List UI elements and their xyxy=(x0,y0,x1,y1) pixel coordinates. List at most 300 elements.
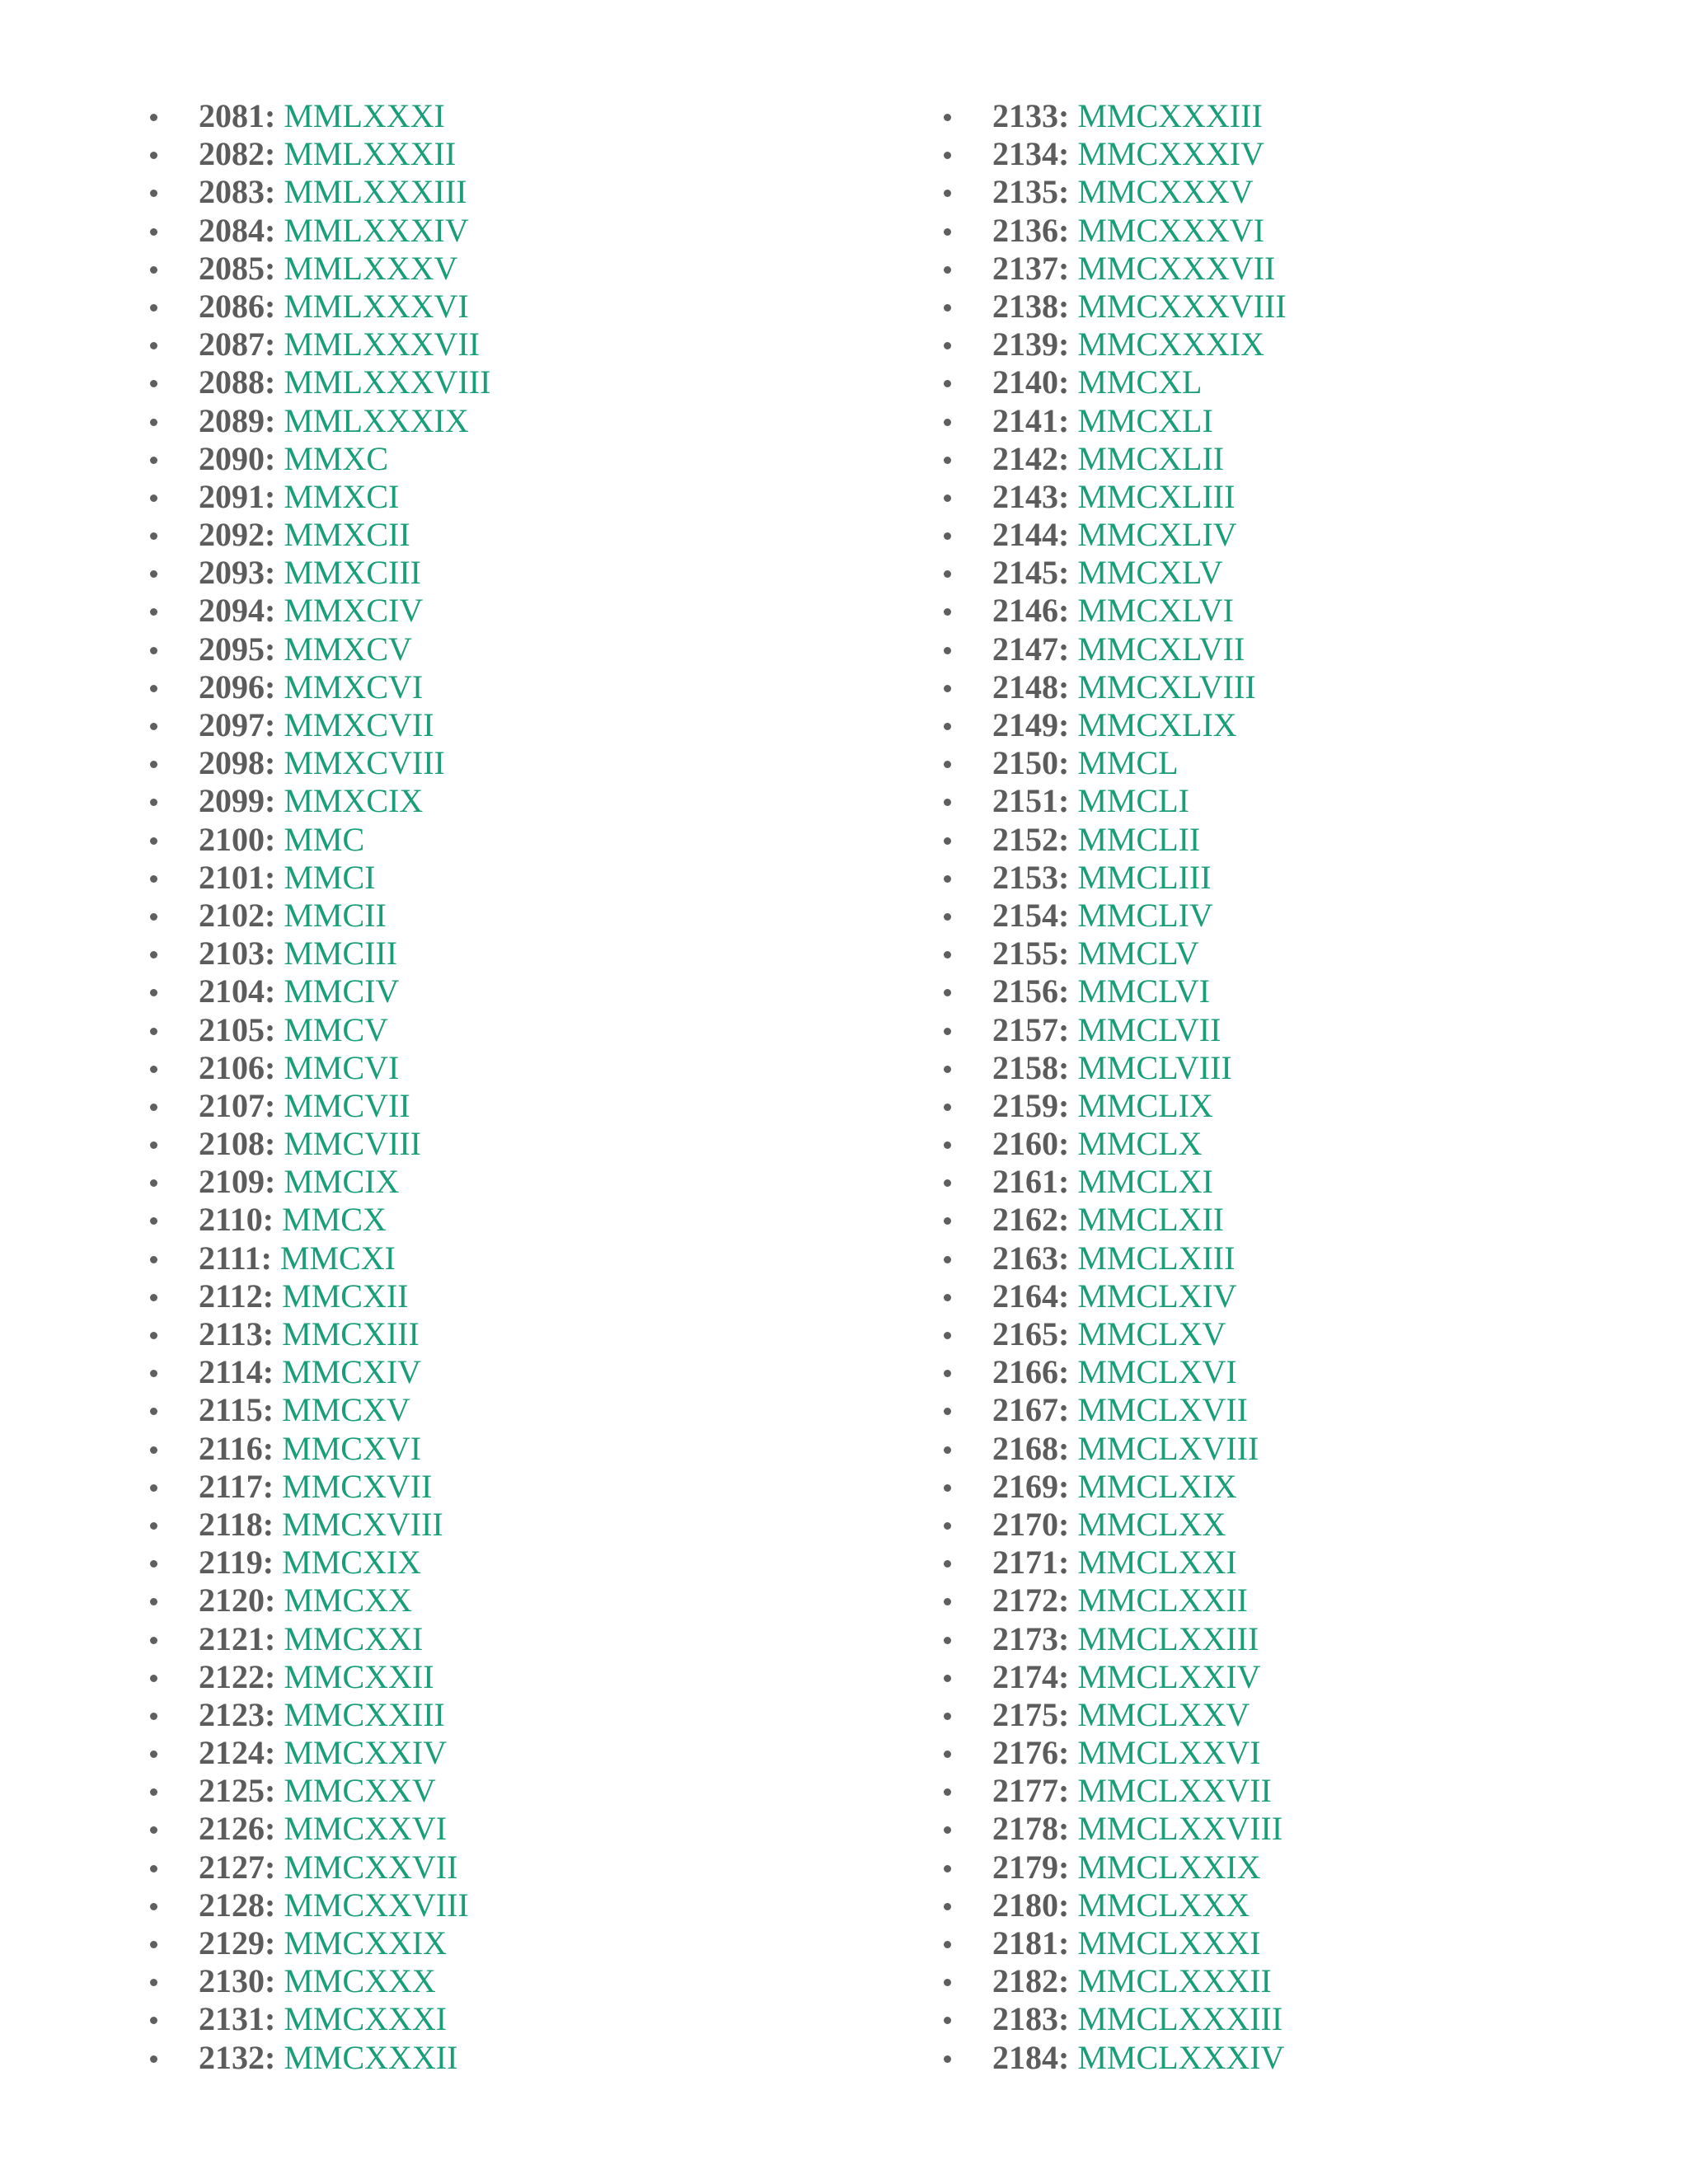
year-number: 2091: xyxy=(199,477,276,515)
roman-numeral: MMCVIII xyxy=(284,1125,421,1163)
list-item xyxy=(944,1734,1287,1772)
year-number: 2150: xyxy=(992,744,1070,782)
roman-numeral: MMCLVI xyxy=(1077,972,1211,1010)
list-item xyxy=(944,1582,1287,1619)
year-number: 2105: xyxy=(199,1010,276,1048)
roman-numeral: MMCXXI xyxy=(284,1619,424,1657)
bullet-icon xyxy=(150,1865,157,1872)
list-item xyxy=(150,1125,490,1163)
year-number: 2142: xyxy=(992,439,1070,477)
list-item xyxy=(150,1620,490,1658)
roman-numeral: MMLXXXIX xyxy=(284,401,469,439)
bullet-icon xyxy=(150,114,157,121)
list-item xyxy=(150,554,490,592)
bullet-icon xyxy=(150,1675,157,1682)
year-number: 2141: xyxy=(992,401,1070,439)
roman-numeral: MMCLXXV xyxy=(1077,1695,1250,1733)
bullet-icon xyxy=(150,1713,157,1720)
list-item xyxy=(944,1125,1287,1163)
list-item xyxy=(150,1163,490,1201)
roman-numeral: MMCXI xyxy=(279,1239,396,1277)
roman-numeral: MMLXXXII xyxy=(284,135,457,173)
roman-numeral: MMCLXI xyxy=(1077,1163,1213,1201)
list-item xyxy=(944,97,1287,135)
bullet-icon xyxy=(944,342,951,349)
list-item xyxy=(150,1658,490,1696)
roman-numeral: MMCI xyxy=(284,858,376,896)
bullet-icon xyxy=(944,304,951,312)
bullet-icon xyxy=(150,1256,157,1263)
bullet-icon xyxy=(150,913,157,921)
roman-numeral: MMCXLIX xyxy=(1077,706,1237,743)
list-item xyxy=(944,554,1287,592)
year-number: 2170: xyxy=(992,1505,1070,1543)
list-item xyxy=(944,1011,1287,1049)
year-number: 2085: xyxy=(199,249,276,287)
year-number: 2103: xyxy=(199,935,276,972)
bullet-icon xyxy=(150,1826,157,1834)
list-item xyxy=(150,1810,490,1848)
roman-numeral: MMCXVIII xyxy=(282,1505,443,1543)
list-item xyxy=(944,782,1287,820)
roman-numeral: MMCXIII xyxy=(282,1315,420,1352)
list-item xyxy=(944,1315,1287,1353)
bullet-icon xyxy=(944,989,951,996)
roman-numeral: MMCXXXVIII xyxy=(1077,287,1287,325)
roman-numeral: MMCXXXII xyxy=(284,2038,458,2076)
list-item xyxy=(944,2000,1287,2038)
list-item xyxy=(944,1620,1287,1658)
list-item xyxy=(944,935,1287,972)
roman-numeral: MMCXLVI xyxy=(1077,592,1234,630)
list-item xyxy=(150,1277,490,1315)
year-number: 2174: xyxy=(992,1657,1070,1695)
list-item xyxy=(150,1468,490,1506)
list-item xyxy=(150,478,490,516)
list-item xyxy=(150,821,490,859)
list-item xyxy=(944,1544,1287,1582)
year-number: 2104: xyxy=(199,972,276,1010)
list-item xyxy=(944,1353,1287,1391)
roman-numeral: MMCLXIV xyxy=(1077,1277,1237,1315)
bullet-icon xyxy=(150,837,157,845)
roman-numeral: MMCXXIII xyxy=(284,1695,445,1733)
roman-numeral: MMCV xyxy=(284,1010,389,1048)
roman-numeral: MMCXLVIII xyxy=(1077,668,1256,705)
bullet-icon xyxy=(150,1522,157,1530)
list-item xyxy=(944,744,1287,782)
roman-numeral: MMCXX xyxy=(284,1582,412,1619)
bullet-icon xyxy=(944,1332,951,1339)
bullet-icon xyxy=(150,266,157,274)
roman-numeral: MMCXXXVII xyxy=(1077,249,1276,287)
year-number: 2138: xyxy=(992,287,1070,325)
list-item xyxy=(944,1886,1287,1924)
year-number: 2093: xyxy=(199,554,276,592)
roman-numeral: MMCXXXV xyxy=(1077,173,1254,211)
bullet-icon xyxy=(944,570,951,578)
list-item xyxy=(150,744,490,782)
bullet-icon xyxy=(150,1560,157,1568)
roman-numeral: MMCIX xyxy=(284,1163,400,1201)
bullet-icon xyxy=(944,1979,951,1986)
bullet-icon xyxy=(944,1750,951,1758)
bullet-icon xyxy=(150,457,157,464)
list-item xyxy=(150,1544,490,1582)
year-number: 2160: xyxy=(992,1125,1070,1163)
list-item xyxy=(944,1849,1287,1886)
list-item xyxy=(944,1391,1287,1429)
bullet-icon xyxy=(150,1028,157,1035)
list-item xyxy=(150,363,490,401)
list-item xyxy=(944,592,1287,630)
list-item xyxy=(150,1353,490,1391)
bullet-icon xyxy=(944,913,951,921)
roman-numeral: MMCVI xyxy=(284,1048,400,1086)
list-item xyxy=(150,135,490,173)
year-number: 2162: xyxy=(992,1201,1070,1239)
year-number: 2163: xyxy=(992,1239,1070,1277)
bullet-icon xyxy=(150,1903,157,1910)
bullet-icon xyxy=(944,837,951,845)
bullet-icon xyxy=(944,1179,951,1187)
bullet-icon xyxy=(150,685,157,692)
left-column-list xyxy=(150,97,490,2077)
roman-numeral: MMCLXV xyxy=(1077,1315,1226,1352)
year-number: 2175: xyxy=(992,1695,1070,1733)
list-item xyxy=(944,1049,1287,1087)
roman-numeral: MMCXVI xyxy=(282,1429,422,1467)
bullet-icon xyxy=(150,532,157,540)
bullet-icon xyxy=(944,532,951,540)
bullet-icon xyxy=(150,570,157,578)
bullet-icon xyxy=(944,1484,951,1492)
year-number: 2159: xyxy=(992,1086,1070,1124)
bullet-icon xyxy=(150,1332,157,1339)
year-number: 2132: xyxy=(199,2038,276,2076)
bullet-icon xyxy=(944,1598,951,1605)
year-number: 2092: xyxy=(199,516,276,554)
year-number: 2147: xyxy=(992,630,1070,668)
roman-numeral: MMXCII xyxy=(284,516,410,554)
list-item xyxy=(150,516,490,554)
roman-numeral: MMLXXXVI xyxy=(284,287,469,325)
list-item xyxy=(944,1696,1287,1734)
year-number: 2097: xyxy=(199,706,276,743)
year-number: 2179: xyxy=(992,1848,1070,1886)
year-number: 2148: xyxy=(992,668,1070,705)
list-item xyxy=(944,1772,1287,1810)
bullet-icon xyxy=(150,951,157,958)
year-number: 2157: xyxy=(992,1010,1070,1048)
roman-numeral: MMCLII xyxy=(1077,820,1201,858)
year-number: 2090: xyxy=(199,439,276,477)
roman-numeral: MMC xyxy=(284,820,365,858)
bullet-icon xyxy=(944,2017,951,2024)
bullet-icon xyxy=(944,1028,951,1035)
list-item xyxy=(150,1201,490,1239)
year-number: 2149: xyxy=(992,706,1070,743)
list-item xyxy=(150,1696,490,1734)
bullet-icon xyxy=(150,190,157,197)
year-number: 2140: xyxy=(992,363,1070,401)
bullet-icon xyxy=(944,723,951,730)
bullet-icon xyxy=(944,266,951,274)
year-number: 2110: xyxy=(199,1201,274,1239)
year-number: 2151: xyxy=(992,782,1070,820)
bullet-icon xyxy=(150,1141,157,1149)
year-number: 2130: xyxy=(199,1962,276,2000)
bullet-icon xyxy=(944,152,951,159)
list-item xyxy=(944,1240,1287,1277)
bullet-icon xyxy=(944,1675,951,1682)
bullet-icon xyxy=(150,152,157,159)
bullet-icon xyxy=(944,1408,951,1415)
bullet-icon xyxy=(944,190,951,197)
bullet-icon xyxy=(944,1141,951,1149)
list-item xyxy=(150,97,490,135)
roman-numeral: MMCLXXXI xyxy=(1077,1924,1261,1961)
list-item xyxy=(944,859,1287,897)
year-number: 2152: xyxy=(992,820,1070,858)
list-item xyxy=(944,1468,1287,1506)
year-number: 2168: xyxy=(992,1429,1070,1467)
list-item xyxy=(150,1962,490,2000)
list-item xyxy=(150,1772,490,1810)
roman-numeral: MMCLXXXII xyxy=(1077,1962,1272,2000)
list-item xyxy=(150,1430,490,1468)
year-number: 2118: xyxy=(199,1505,274,1543)
year-number: 2127: xyxy=(199,1848,276,1886)
list-item xyxy=(944,1924,1287,1962)
bullet-icon xyxy=(944,1903,951,1910)
year-number: 2143: xyxy=(992,477,1070,515)
list-item xyxy=(944,972,1287,1010)
right-column-list xyxy=(944,97,1287,2077)
roman-numeral: MMCXVII xyxy=(282,1467,433,1505)
roman-numeral: MMCXXIX xyxy=(284,1924,448,1961)
roman-numeral: MMCLXXVIII xyxy=(1077,1810,1283,1848)
year-number: 2129: xyxy=(199,1924,276,1961)
bullet-icon xyxy=(150,1750,157,1758)
bullet-icon xyxy=(150,1370,157,1377)
year-number: 2131: xyxy=(199,2000,276,2038)
year-number: 2113: xyxy=(199,1315,274,1352)
roman-numeral: MMXCVII xyxy=(284,706,434,743)
roman-numeral: MMCLXII xyxy=(1077,1201,1225,1239)
bullet-icon xyxy=(150,494,157,502)
year-number: 2156: xyxy=(992,972,1070,1010)
list-item xyxy=(150,1886,490,1924)
list-item xyxy=(944,897,1287,935)
bullet-icon xyxy=(944,1256,951,1263)
roman-numeral: MMXCI xyxy=(284,477,400,515)
roman-numeral: MMCXLVII xyxy=(1077,630,1245,668)
roman-numeral: MMXC xyxy=(284,439,389,477)
roman-numeral: MMCXLI xyxy=(1077,401,1213,439)
year-number: 2117: xyxy=(199,1467,274,1505)
roman-numeral: MMLXXXI xyxy=(284,97,445,134)
roman-numeral: MMCLXXI xyxy=(1077,1544,1237,1582)
roman-numeral: MMXCVI xyxy=(284,668,424,705)
list-item xyxy=(944,1201,1287,1239)
list-item xyxy=(150,859,490,897)
year-number: 2184: xyxy=(992,2038,1070,2076)
year-number: 2096: xyxy=(199,668,276,705)
bullet-icon xyxy=(944,608,951,616)
bullet-icon xyxy=(150,723,157,730)
list-item xyxy=(150,1924,490,1962)
bullet-icon xyxy=(150,1941,157,1948)
roman-numeral: MMXCV xyxy=(284,630,412,668)
year-number: 2155: xyxy=(992,935,1070,972)
year-number: 2145: xyxy=(992,554,1070,592)
year-number: 2121: xyxy=(199,1619,276,1657)
bullet-icon xyxy=(944,457,951,464)
year-number: 2102: xyxy=(199,896,276,934)
list-item xyxy=(150,1240,490,1277)
bullet-icon xyxy=(944,1865,951,1872)
year-number: 2161: xyxy=(992,1163,1070,1201)
bullet-icon xyxy=(150,304,157,312)
year-number: 2099: xyxy=(199,782,276,820)
bullet-icon xyxy=(150,1637,157,1644)
roman-numeral: MMCX xyxy=(282,1201,387,1239)
list-item xyxy=(944,1163,1287,1201)
bullet-icon xyxy=(150,1408,157,1415)
bullet-icon xyxy=(150,875,157,883)
roman-numeral: MMCXXXIV xyxy=(1077,135,1265,173)
bullet-icon xyxy=(944,1522,951,1530)
bullet-icon xyxy=(944,2055,951,2063)
roman-numeral: MMCXXVII xyxy=(284,1848,458,1886)
year-number: 2137: xyxy=(992,249,1070,287)
year-number: 2128: xyxy=(199,1886,276,1924)
year-number: 2153: xyxy=(992,858,1070,896)
bullet-icon xyxy=(944,1788,951,1796)
roman-numeral: MMCLXXXIII xyxy=(1077,2000,1283,2038)
year-number: 2114: xyxy=(199,1353,274,1391)
bullet-icon xyxy=(150,2055,157,2063)
list-item xyxy=(944,250,1287,288)
bullet-icon xyxy=(150,2017,157,2024)
roman-numeral: MMCXII xyxy=(282,1277,409,1315)
list-item xyxy=(944,402,1287,440)
roman-numeral: MMCLXXVI xyxy=(1077,1734,1261,1772)
year-number: 2165: xyxy=(992,1315,1070,1352)
year-number: 2081: xyxy=(199,97,276,134)
roman-numeral: MMCLXXII xyxy=(1077,1582,1248,1619)
roman-numeral: MMLXXXVII xyxy=(284,326,481,363)
bullet-icon xyxy=(944,761,951,768)
bullet-icon xyxy=(944,228,951,236)
year-number: 2136: xyxy=(992,211,1070,249)
roman-numeral: MMCXXX xyxy=(284,1962,436,2000)
year-number: 2178: xyxy=(992,1810,1070,1848)
year-number: 2098: xyxy=(199,744,276,782)
bullet-icon xyxy=(150,1066,157,1073)
roman-numeral: MMCLXXIII xyxy=(1077,1619,1259,1657)
list-item xyxy=(150,630,490,668)
bullet-icon xyxy=(944,1066,951,1073)
bullet-icon xyxy=(944,1217,951,1225)
year-number: 2133: xyxy=(992,97,1070,134)
list-item xyxy=(944,1277,1287,1315)
list-item xyxy=(944,478,1287,516)
roman-numeral: MMCII xyxy=(284,896,387,934)
roman-numeral: MMCL xyxy=(1077,744,1179,782)
list-item xyxy=(150,1087,490,1125)
list-item xyxy=(150,402,490,440)
roman-numeral: MMCXLIV xyxy=(1077,516,1237,554)
bullet-icon xyxy=(150,1446,157,1454)
roman-numeral: MMCXLV xyxy=(1077,554,1223,592)
bullet-icon xyxy=(944,1826,951,1834)
year-number: 2182: xyxy=(992,1962,1070,2000)
list-item xyxy=(150,1734,490,1772)
roman-numeral: MMCXIV xyxy=(282,1353,422,1391)
year-number: 2109: xyxy=(199,1163,276,1201)
roman-numeral: MMCXXXIII xyxy=(1077,97,1263,134)
year-number: 2115: xyxy=(199,1391,274,1429)
roman-numeral: MMCLVII xyxy=(1077,1010,1221,1048)
list-item xyxy=(150,173,490,211)
bullet-icon xyxy=(944,1637,951,1644)
list-item xyxy=(150,1849,490,1886)
roman-numeral: MMCXIX xyxy=(282,1544,422,1582)
year-number: 2088: xyxy=(199,363,276,401)
year-number: 2181: xyxy=(992,1924,1070,1961)
roman-numeral: MMLXXXV xyxy=(284,249,458,287)
roman-numeral: MMCLXX xyxy=(1077,1505,1226,1543)
bullet-icon xyxy=(944,647,951,654)
year-number: 2134: xyxy=(992,135,1070,173)
list-item xyxy=(944,516,1287,554)
roman-numeral: MMCLXXXIV xyxy=(1077,2038,1285,2076)
year-number: 2101: xyxy=(199,858,276,896)
list-item xyxy=(944,1087,1287,1125)
year-number: 2116: xyxy=(199,1429,274,1467)
bullet-icon xyxy=(150,647,157,654)
roman-numeral: MMCIV xyxy=(284,972,400,1010)
list-item xyxy=(944,1430,1287,1468)
list-item xyxy=(150,706,490,744)
list-item xyxy=(944,326,1287,363)
year-number: 2089: xyxy=(199,401,276,439)
roman-numeral: MMCLXVII xyxy=(1077,1391,1248,1429)
year-number: 2123: xyxy=(199,1695,276,1733)
list-item xyxy=(150,592,490,630)
list-item xyxy=(150,288,490,326)
list-item xyxy=(150,935,490,972)
year-number: 2172: xyxy=(992,1582,1070,1619)
list-item xyxy=(944,212,1287,250)
year-number: 2120: xyxy=(199,1582,276,1619)
roman-numeral: MMCXXXIX xyxy=(1077,326,1265,363)
list-item xyxy=(944,668,1287,706)
roman-numeral: MMCLXVI xyxy=(1077,1353,1237,1391)
list-item xyxy=(150,1049,490,1087)
year-number: 2183: xyxy=(992,2000,1070,2038)
roman-numeral: MMCLIX xyxy=(1077,1086,1213,1124)
year-number: 2158: xyxy=(992,1048,1070,1086)
bullet-icon xyxy=(944,380,951,387)
year-number: 2126: xyxy=(199,1810,276,1848)
list-item xyxy=(150,1391,490,1429)
year-number: 2171: xyxy=(992,1544,1070,1582)
year-number: 2144: xyxy=(992,516,1070,554)
roman-numeral: MMLXXXIV xyxy=(284,211,469,249)
